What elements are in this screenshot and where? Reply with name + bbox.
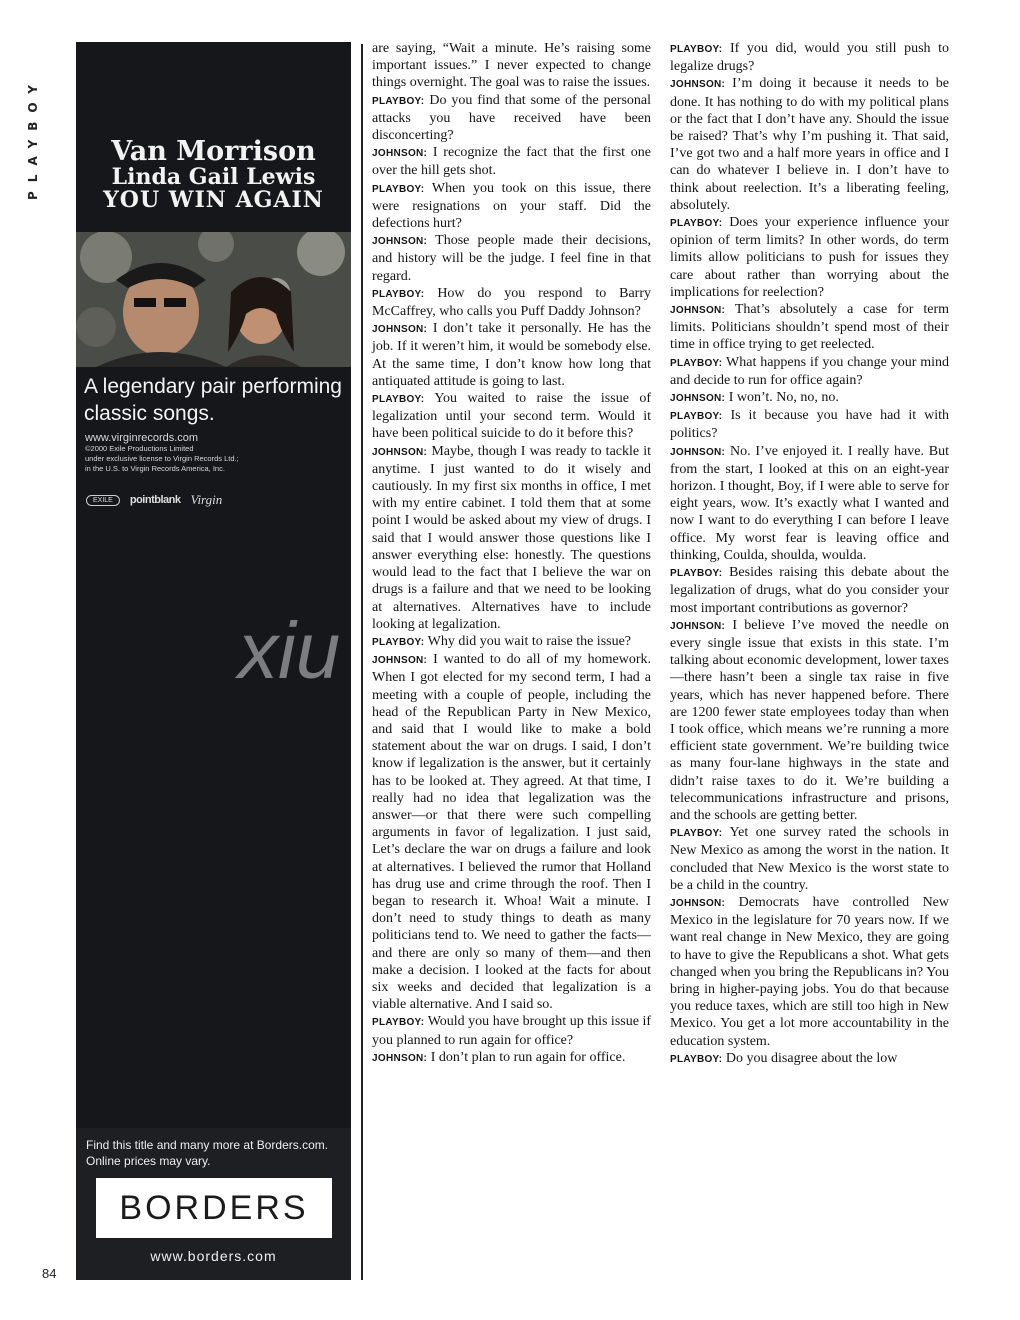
paragraph-text: Does your experience influence your opinion of term limits? In other words, do term limits allow politicians to push for issues they care about rather than worrying about the implications for reelection? (670, 215, 950, 300)
exile-logo: EXILE (86, 495, 120, 506)
speaker-label: JOHNSON: (670, 897, 726, 909)
ad-url[interactable]: www.virginrecords.com (85, 432, 199, 444)
ad-label-logos (86, 490, 222, 510)
speaker-label: PLAYBOY: (670, 357, 723, 369)
paragraph-text: When you took on this issue, there were resignations on your staff. Did the defections hurt? (372, 180, 651, 232)
paragraph-text: No. I’ve enjoyed it. I really have. But from the start, I looked at this on an eight-year horizon. I thought, Boy, if I were able to serve for eight years, wow. It’s exactly what I wanted and now I want to do everything I can before I leave office. My worst fear is leaving office and thinking, Coulda, shoulda, woulda. (670, 443, 949, 563)
article-column-2 (670, 40, 949, 1068)
ad-copyright-2: under exclusive license to Virgin Records Ltd.; (85, 453, 239, 463)
article-paragraph (372, 144, 651, 179)
article-paragraph (372, 633, 651, 651)
ad-album-title: YOU WIN AGAIN (103, 187, 324, 214)
speaker-label: JOHNSON: (670, 620, 726, 632)
paragraph-text: I won’t. No, no, no. (728, 390, 839, 406)
article-paragraph (670, 301, 949, 354)
paragraph-text: Democrats have controlled New Mexico in the legislature for 70 years now. If we want real change in New Mexico, they are going to have to give the Republicans a shot. What gets changed when you bring the Republicans in? You bring in higher-paying jobs. You do that because you reduce taxes, which are still too high in New Mexico. You get a lot more accountability in the education system. (670, 894, 950, 1049)
article-paragraph (670, 407, 949, 442)
paragraph-text: Would you have brought up this issue if you planned to run again for office? (372, 1014, 651, 1048)
borders-panel (76, 1128, 351, 1280)
article-paragraph (372, 92, 651, 145)
article-paragraph (372, 40, 651, 92)
virgin-logo: Virgin (190, 492, 223, 507)
ad-fine-print (85, 432, 345, 473)
speaker-label: JOHNSON: (372, 236, 428, 248)
paragraph-text: How do you respond to Barry McCaffrey, who calls you Puff Daddy Johnson? (372, 285, 652, 320)
paragraph-text: I’m doing it because it needs to be done. It has nothing to do with my political plans or the fact that I don’t have any. Should the issue be raised? That’s why I’m pushing it. That said, I’ve got two and a half more years in office and I can do whatever I believe in. I don’t have to think about reelection. It’s a liberating feeling, absolutely. (670, 76, 949, 213)
article-paragraph (372, 1013, 651, 1048)
article-paragraph (372, 232, 651, 285)
speaker-label: PLAYBOY: (670, 218, 723, 230)
borders-url[interactable]: www.borders.com (150, 1248, 277, 1264)
speaker-label: JOHNSON: (670, 393, 726, 405)
speaker-label: JOHNSON: (372, 148, 428, 160)
pointblank-logo: pointblank (129, 494, 181, 506)
borders-logo-box (96, 1178, 332, 1238)
speaker-label: JOHNSON: (372, 655, 428, 667)
paragraph-text: Besides raising this debate about the legalization of drugs, what do you consider your most important contributions as governor? (670, 565, 950, 616)
paragraph-text: I don’t plan to run again for office. (430, 1049, 626, 1065)
article-paragraph (670, 894, 949, 1050)
speaker-label: JOHNSON: (670, 305, 726, 317)
borders-find-text: Find this title and many more at Borders.com. Online prices may vary. (86, 1138, 329, 1168)
paragraph-text: are saying, “Wait a minute. He’s raising some important issues.” I never expected to change things overnight. The goal was to raise the issues. (372, 41, 651, 91)
speaker-label: JOHNSON: (670, 446, 726, 458)
speaker-label: PLAYBOY: (670, 828, 723, 840)
article-paragraph (372, 180, 651, 233)
article-paragraph (372, 651, 651, 1013)
speaker-label: PLAYBOY: (372, 288, 425, 300)
speaker-label: JOHNSON: (372, 324, 428, 336)
paragraph-text: Why did you wait to raise the issue? (427, 633, 632, 649)
paragraph-text: Yet one survey rated the schools in New Mexico as among the worst in the nation. It concluded that New Mexico is the worst state to be a child in the country. (670, 825, 950, 893)
advertisement (76, 42, 351, 1280)
paragraph-text: I believe I’ve moved the needle on every single issue that exists in this state. I’m talking about economic development, lower taxes—there hasn’t been a single tax raise in five years, which has never happened before. There are 1200 fewer state employees today than when I took office, which means we’re running a more efficient state government. We’re building twice as many four-lane highways in the state and didn’t raise taxes to do it. We’re building a telecommunications infrastructure and prisons, and the schools are getting better. (670, 617, 950, 823)
paragraph-text: Is it because you have had it with politics? (670, 408, 949, 442)
paragraph-text: Do you find that some of the personal attacks you have received have been disconcerting? (372, 92, 652, 144)
paragraph-text: Those people made their decisions, and history will be the judge. I feel fine in that regard. (372, 233, 652, 284)
speaker-label: PLAYBOY: (372, 636, 425, 648)
article-paragraph (372, 1049, 651, 1067)
article-paragraph (670, 75, 949, 214)
article-paragraph (670, 40, 949, 75)
article-paragraph (372, 443, 651, 633)
paragraph-text: That’s absolutely a case for term limits. Politicians shouldn’t spend most of their time in office trying to get reelected. (670, 302, 949, 353)
paragraph-text: I recognize the fact that the first one over the hill gets shot. (372, 145, 652, 179)
speaker-label: PLAYBOY: (670, 411, 723, 423)
watermark: xiu (238, 606, 341, 695)
ad-copyright-3: in the U.S. to Virgin Records America, Inc. (85, 463, 225, 473)
article-paragraph (372, 390, 651, 443)
paragraph-text: You waited to raise the issue of legalization until your second term. Would it have been political suicide to do it before this? (372, 391, 652, 442)
article-paragraph (670, 1050, 949, 1068)
article-paragraph (670, 564, 949, 617)
article-paragraph (670, 617, 949, 824)
ad-artist-2: Linda Gail Lewis (111, 164, 316, 191)
magazine-vertical-title: PLAYBOY (26, 76, 40, 200)
ad-tagline: A legendary pair performing classic songs. (84, 375, 342, 425)
page-number: 84 (42, 1266, 57, 1281)
paragraph-text: I don’t take it personally. He has the job. If it weren’t him, it would be somebody else. At the same time, I don’t know how long that antiquated attitude is going to last. (372, 321, 651, 389)
speaker-label: PLAYBOY: (372, 183, 425, 195)
paragraph-text: Maybe, though I was ready to tackle it anytime. I just wanted to do it wisely and cautiously. In my first six months in office, I met with my entire cabinet. I told them that at some point I would be asked about my view of drugs. I said that I would answer those questions like I answer everything else: honestly. The questions would lead to the fact that I believe the war on drugs is a failure and that we need to be looking at alternatives. Alternatives have to include looking at legalization. (372, 443, 651, 632)
article-paragraph (372, 285, 651, 320)
borders-logo: BORDERS (119, 1188, 309, 1227)
article-paragraph (670, 214, 949, 301)
ad-heading (76, 138, 351, 213)
speaker-label: PLAYBOY: (670, 44, 723, 55)
paragraph-text: If you did, would you still push to legalize drugs? (670, 41, 950, 75)
speaker-label: PLAYBOY: (372, 95, 425, 107)
article-paragraph (372, 320, 651, 390)
paragraph-text: I wanted to do all of my homework. When I got elected for my second term, I had a meeting with a couple of people, including the head of the Republican Party in New Mexico, and said that I would like to make a bold statement about the war on drugs. I said, I don’t know if legalization is the answer, but it certainly has to be looked at. They agreed. At that time, I really had no idea that legalization was the answer—or that there were such compelling arguments in favor of legalization. I just said, Let’s declare the war on drugs a failure and look at alternatives. I believed the rumor that Holland has drug use and crime through the roof. Then I began to research it. Whoa! Wait a minute. I don’t need to study things to death as many politicians tend to. We need to gather the facts—and there are only so many of them—and then make a decision. I looked at the facts for about six weeks and decided that legalization is a viable alternative. And I said so. (372, 652, 652, 1013)
speaker-label: PLAYBOY: (670, 1053, 723, 1065)
speaker-label: JOHNSON: (372, 446, 428, 458)
speaker-label: JOHNSON: (670, 79, 726, 91)
article-paragraph (670, 443, 949, 564)
article-paragraph (670, 824, 949, 894)
ad-photo (76, 232, 351, 367)
speaker-label: PLAYBOY: (372, 394, 425, 406)
paragraph-text: What happens if you change your mind and decide to run for office again? (670, 354, 950, 388)
column-divider (361, 44, 363, 1280)
speaker-label: JOHNSON: (372, 1052, 428, 1064)
ad-copyright-1: ©2000 Exile Productions Limited (85, 444, 194, 453)
speaker-label: PLAYBOY: (670, 568, 723, 580)
paragraph-text: Do you disagree about the low (725, 1050, 898, 1066)
article-paragraph (670, 389, 949, 407)
article-paragraph (670, 354, 949, 389)
ad-artist-1: Van Morrison (111, 136, 316, 167)
speaker-label: PLAYBOY: (372, 1017, 425, 1029)
article-column-1 (372, 40, 651, 1067)
